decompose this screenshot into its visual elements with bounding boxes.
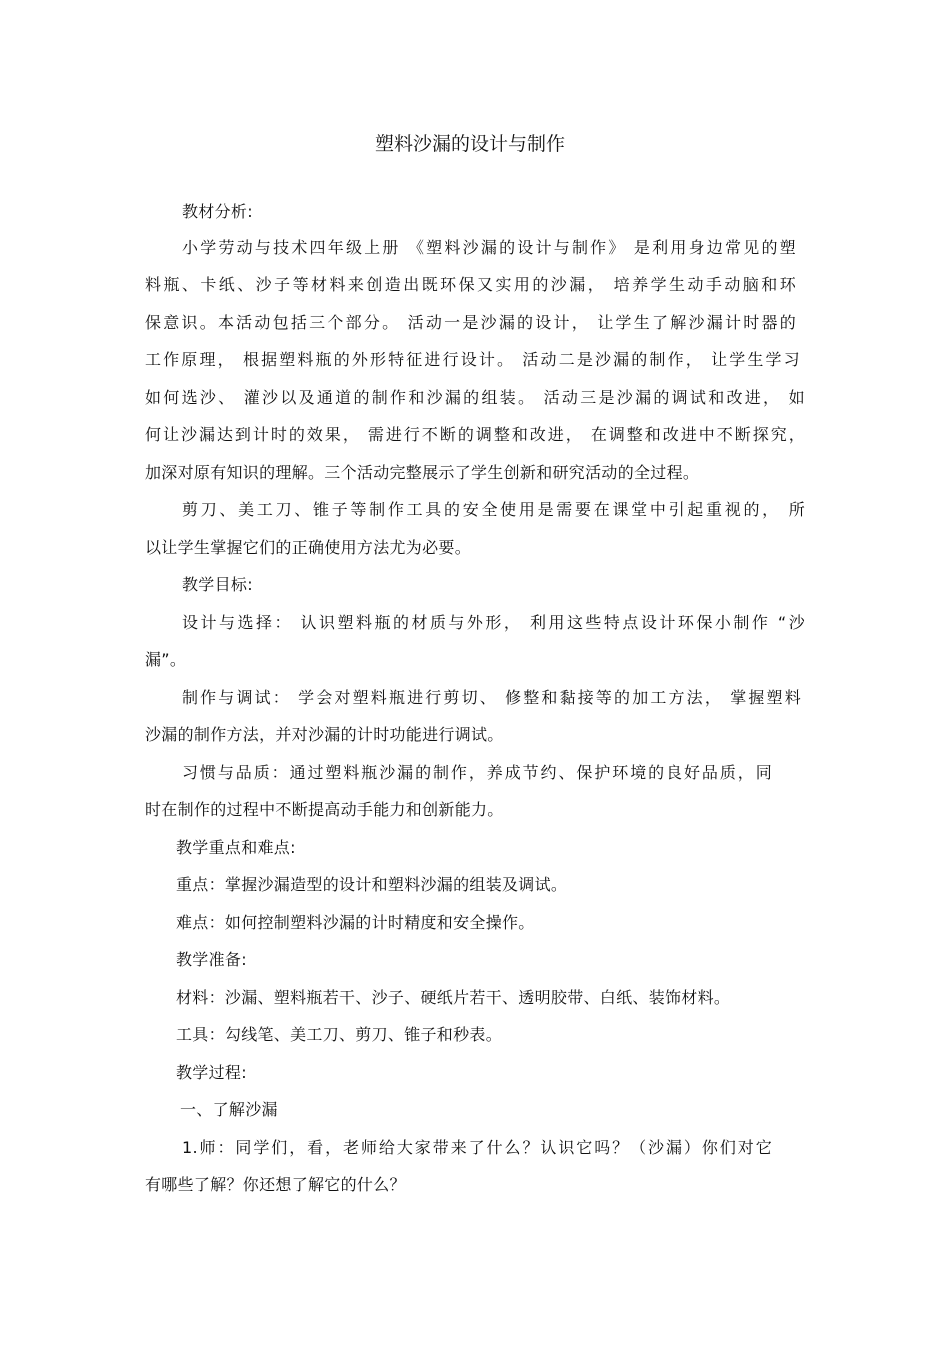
- analysis-paragraph-1-line: 保意识。本活动包括三个部分。 活动一是沙漏的设计， 让学生了解沙漏计时器的: [145, 313, 796, 332]
- goal-habit-line: 时在制作的过程中不断提高动手能力和创新能力。: [145, 800, 504, 819]
- analysis-paragraph-2-line: 剪刀、美工刀、锥子等制作工具的安全使用是需要在课堂中引起重视的， 所: [182, 500, 805, 519]
- process-heading: 教学过程:: [176, 1063, 247, 1082]
- analysis-paragraph-2-line: 以让学生掌握它们的正确使用方法尤为必要。: [145, 538, 472, 557]
- keypoint-text: 重点：掌握沙漏造型的设计和塑料沙漏的组装及调试。: [176, 875, 568, 894]
- analysis-heading: 教材分析:: [182, 202, 253, 221]
- step-1-heading: 一、了解沙漏: [180, 1100, 278, 1119]
- document-title: 塑料沙漏的设计与制作: [374, 133, 565, 155]
- analysis-paragraph-1-line: 何让沙漏达到计时的效果， 需进行不断的调整和改进， 在调整和改进中不断探究，: [145, 425, 805, 444]
- goal-design-line: 设计与选择： 认识塑料瓶的材质与外形， 利用这些特点设计环保小制作 “沙: [182, 613, 805, 632]
- analysis-paragraph-1-line: 小学劳动与技术四年级上册 《塑料沙漏的设计与制作》 是利用身边常见的塑: [182, 238, 796, 257]
- analysis-paragraph-1-line: 料瓶、卡纸、沙子等材料来创造出既环保又实用的沙漏， 培养学生动手动脑和环: [145, 275, 796, 294]
- tools-text: 工具：勾线笔、美工刀、剪刀、锥子和秒表。: [176, 1025, 503, 1044]
- goal-habit-line: 习惯与品质：通过塑料瓶沙漏的制作，养成节约、保护环境的良好品质，同: [182, 763, 772, 782]
- materials-text: 材料：沙漏、塑料瓶若干、沙子、硬纸片若干、透明胶带、白纸、装饰材料。: [176, 988, 731, 1007]
- goal-making-line: 制作与调试： 学会对塑料瓶进行剪切、 修整和黏接等的加工方法， 掌握塑料: [182, 688, 801, 707]
- goal-making-line: 沙漏的制作方法，并对沙漏的计时功能进行调试。: [145, 725, 504, 744]
- preparation-heading: 教学准备:: [176, 950, 247, 969]
- step-1-text-line: 有哪些了解？你还想了解它的什么？: [145, 1175, 406, 1194]
- step-1-text-line: 1.师：同学们，看，老师给大家带来了什么？认识它吗？（沙漏）你们对它: [182, 1138, 772, 1157]
- goals-heading: 教学目标:: [182, 575, 253, 594]
- analysis-paragraph-1-line: 工作原理， 根据塑料瓶的外形特征进行设计。 活动二是沙漏的制作， 让学生学习: [145, 350, 800, 369]
- goal-design-line: 漏”。: [145, 650, 187, 669]
- analysis-paragraph-1-line: 加深对原有知识的理解。三个活动完整展示了学生创新和研究活动的全过程。: [145, 463, 700, 482]
- keypoints-heading: 教学重点和难点:: [176, 838, 296, 857]
- difficulty-text: 难点：如何控制塑料沙漏的计时精度和安全操作。: [176, 913, 535, 932]
- analysis-paragraph-1-line: 如何选沙、 灌沙以及通道的制作和沙漏的组装。 活动三是沙漏的调试和改进， 如: [145, 388, 805, 407]
